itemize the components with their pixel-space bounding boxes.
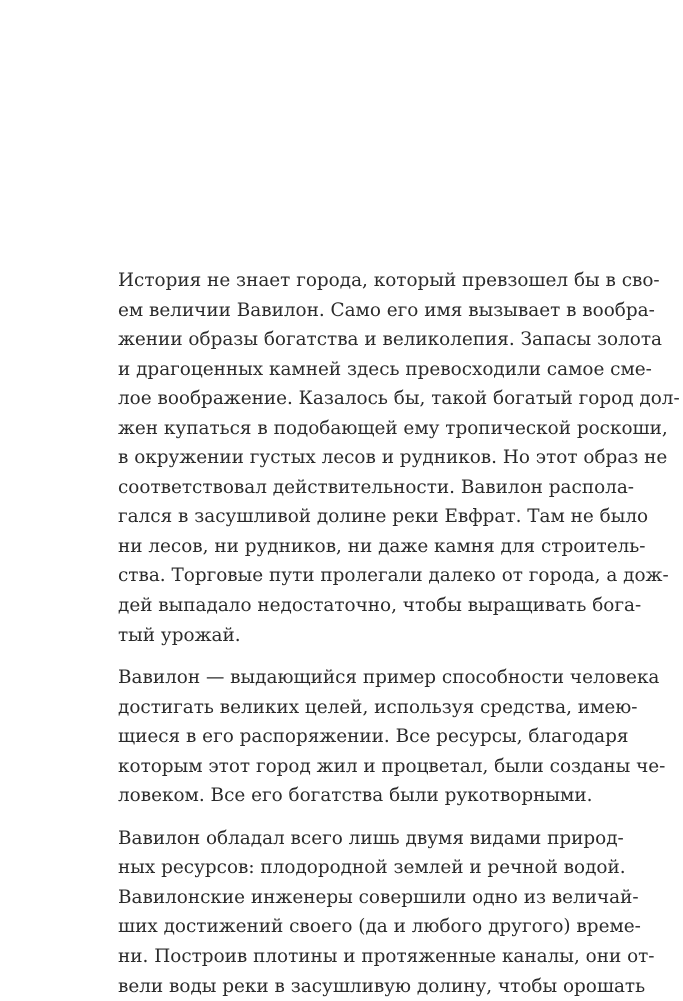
- text-line: ем величии Вавилон. Само его имя вызывает в вообра-: [118, 299, 655, 321]
- text-line: в окружении густых лесов и рудников. Но этот образ не: [118, 447, 668, 469]
- text-line: ших достижений своего (да и любого другого) време-: [118, 916, 641, 938]
- text-line: ных ресурсов: плодородной землей и речной водой.: [118, 857, 626, 879]
- text-line: щиеся в его распоряжении. Все ресурсы, благодаря: [118, 726, 629, 748]
- text-line: лое воображение. Казалось бы, такой богатый город дол-: [118, 388, 680, 410]
- text-line: гался в засушливой долине реки Евфрат. Там не было: [118, 506, 649, 528]
- text-line: дей выпадало недостаточно, чтобы выращивать бога-: [118, 595, 642, 617]
- text-line: и драгоценных камней здесь превосходили самое сме-: [118, 358, 652, 380]
- text-line: жен купаться в подобающей ему тропической роскоши,: [118, 417, 668, 439]
- text-line: достигать великих целей, используя средства, имею-: [118, 696, 638, 718]
- text-line: тый урожай.: [118, 624, 241, 646]
- text-line: Вавилонские инженеры совершили одно из величай-: [118, 886, 639, 908]
- paragraph-3: [118, 824, 655, 1001]
- paragraph-spacer: [118, 650, 574, 663]
- text-line: соответствовал действительности. Вавилон распола-: [118, 476, 635, 498]
- paragraph-2: [118, 663, 666, 811]
- text-line: Вавилон обладал всего лишь двумя видами природ-: [118, 827, 624, 849]
- paragraph-spacer: [118, 811, 574, 824]
- text-line: ни лесов, ни рудников, ни даже камня для строитель-: [118, 535, 646, 557]
- body-text: [118, 266, 680, 1001]
- text-line: ни. Построив плотины и протяженные каналы, они от-: [118, 946, 655, 968]
- paragraph-1: [118, 266, 680, 650]
- text-line: История не знает города, который превзошел бы в сво-: [118, 270, 660, 291]
- text-line: ловеком. Все его богатства были рукотворными.: [118, 785, 593, 807]
- text-line: вели воды реки в засушливую долину, чтобы орошать: [118, 975, 646, 997]
- text-line: которым этот город жил и процветал, были созданы че-: [118, 755, 666, 777]
- text-line: ства. Торговые пути пролегали далеко от города, а дож-: [118, 565, 669, 587]
- text-line: Вавилон — выдающийся пример способности человека: [118, 667, 660, 689]
- text-line: жении образы богатства и великолепия. Запасы золота: [118, 329, 663, 351]
